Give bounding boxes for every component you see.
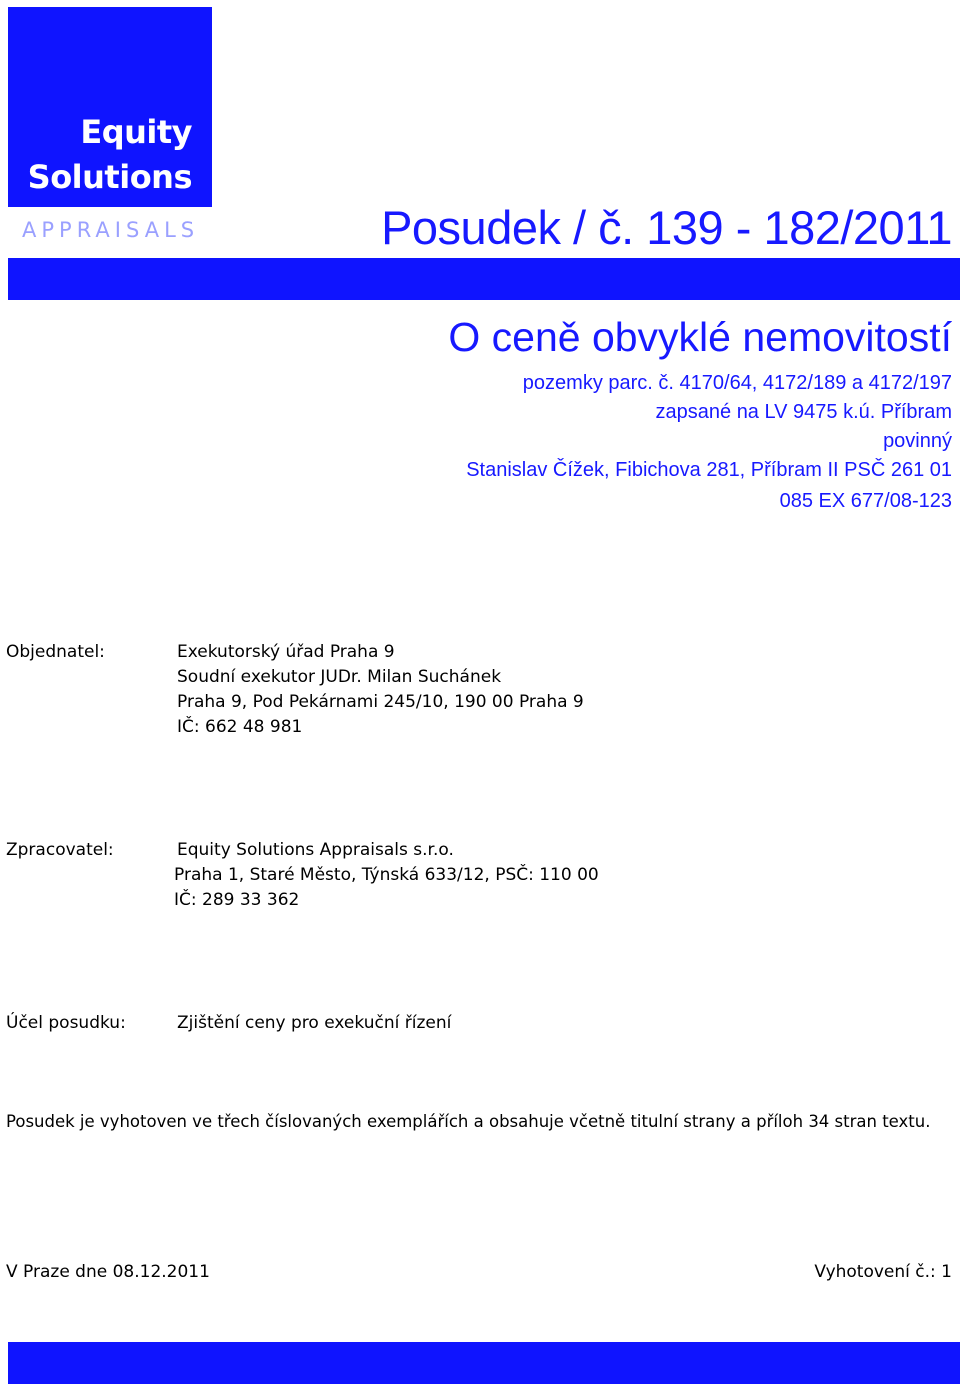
logo-line-1: Equity [80, 113, 192, 151]
page-title: O ceně obvyklé nemovitostí [448, 314, 952, 360]
processor-line: IČ: 289 33 362 [174, 890, 300, 910]
purpose-value: Zjištění ceny pro exekuční řízení [177, 1013, 452, 1033]
obligor-address: Stanislav Čížek, Fibichova 281, Příbram II PSČ 261 01 [466, 459, 952, 481]
logo [8, 7, 212, 207]
copy-number-value: 1 [941, 1262, 952, 1282]
client-line: IČ: 662 48 981 [177, 717, 303, 737]
property-register: zapsané na LV 9475 k.ú. Příbram [655, 401, 952, 423]
case-number: 085 EX 677/08-123 [779, 490, 952, 512]
client-line: Soudní exekutor JUDr. Milan Suchánek [177, 667, 502, 687]
logo-tagline: APPRAISALS [22, 218, 200, 242]
copy-number-label: Vyhotovení č.: [814, 1262, 936, 1282]
client-line: Exekutorský úřad Praha 9 [177, 642, 395, 662]
obligor-label: povinný [883, 430, 952, 452]
place-date: V Praze dne 08.12.2011 [6, 1262, 210, 1282]
footer-bar [8, 1342, 960, 1384]
processor-label: Zpracovatel: [6, 840, 114, 860]
logo-line-2: Solutions [27, 158, 192, 196]
processor-line: Praha 1, Staré Město, Týnská 633/12, PSČ: 110 00 [174, 865, 599, 885]
copies-note: Posudek je vyhotoven ve třech číslovaných exemplářích a obsahuje včetně titulní strany a příloh 34 stran textu. [6, 1112, 931, 1131]
client-label: Objednatel: [6, 642, 105, 662]
purpose-label: Účel posudku: [6, 1013, 126, 1033]
header-bar [8, 258, 960, 300]
client-line: Praha 9, Pod Pekárnami 245/10, 190 00 Praha 9 [177, 692, 584, 712]
copy-number [814, 1262, 952, 1282]
processor-line: Equity Solutions Appraisals s.r.o. [177, 840, 454, 860]
property-parcels: pozemky parc. č. 4170/64, 4172/189 a 4172/197 [522, 372, 952, 394]
document-number: Posudek / č. 139 - 182/2011 [381, 201, 952, 254]
